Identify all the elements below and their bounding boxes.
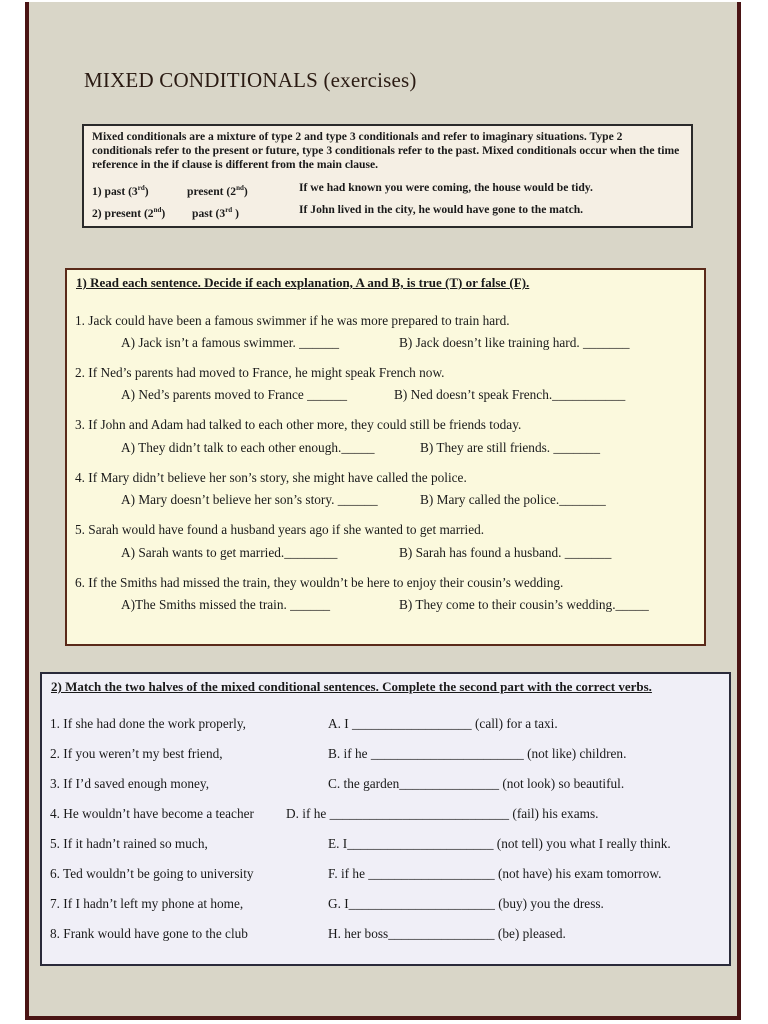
option-b: B) Jack doesn’t like training hard. _______ — [399, 335, 630, 350]
option-b: B) They come to their cousin’s wedding._____ — [399, 597, 649, 612]
left-half: 1. If she had done the work properly, — [50, 716, 246, 731]
question-sentence: 5. Sarah would have found a husband years ago if she wanted to get married. — [75, 522, 485, 537]
option-a: A)The Smiths missed the train. ______ — [121, 597, 331, 612]
example-sentence: If John lived in the city, he would have gone to the match. — [299, 203, 584, 216]
exercise-1-heading: 1) Read each sentence. Decide if each explanation, A and B, is true (T) or false (F). — [76, 275, 530, 290]
option-a: A) Jack isn’t a famous swimmer. ______ — [121, 335, 340, 350]
question-sentence: 4. If Mary didn’t believe her son’s story, she might have called the police. — [75, 470, 467, 485]
option-a: A) Mary doesn’t believe her son’s story. ______ — [121, 492, 378, 507]
right-half: D. if he ___________________________ (fail) his exams. — [286, 806, 599, 821]
left-half: 5. If it hadn’t rained so much, — [50, 836, 208, 851]
example-sentence: If we had known you were coming, the house would be tidy. — [299, 181, 593, 194]
exercise-2-heading: 2) Match the two halves of the mixed conditional sentences. Complete the second part with the correct verbs. — [51, 679, 652, 694]
intro-text: Mixed conditionals are a mixture of type 2 and type 3 conditionals and refer to imaginary situations. Type 2 conditionals refer to the present or future, type 3 conditionals refer to the past. Mixed conditionals occur when the time reference in the if clause is different from the main clause. — [92, 130, 680, 172]
left-half: 3. If I’d saved enough money, — [50, 776, 210, 791]
left-half: 6. Ted wouldn’t be going to university — [50, 866, 254, 881]
left-half: 7. If I hadn’t left my phone at home, — [50, 896, 244, 911]
right-half: E. I______________________ (not tell) you what I really think. — [328, 836, 671, 851]
right-half: B. if he _______________________ (not like) children. — [328, 746, 627, 761]
option-b: B) Ned doesn’t speak French.___________ — [394, 387, 626, 402]
option-b: B) Mary called the police._______ — [420, 492, 606, 507]
type-b-label: past (3rd ) — [192, 206, 239, 220]
intro-example-row-1 — [92, 181, 682, 197]
question-sentence: 2. If Ned’s parents had moved to France, he might speak French now. — [75, 365, 445, 380]
left-half: 2. If you weren’t my best friend, — [50, 746, 223, 761]
option-a: A) Sarah wants to get married.________ — [121, 545, 338, 560]
option-b: B) They are still friends. _______ — [420, 440, 600, 455]
right-half: F. if he ___________________ (not have) his exam tomorrow. — [328, 866, 662, 881]
exercise-2-box — [40, 672, 731, 966]
intro-box — [82, 124, 693, 228]
question-sentence: 1. Jack could have been a famous swimmer if he was more prepared to train hard. — [75, 313, 510, 328]
intro-example-row-2 — [92, 203, 682, 219]
option-a: A) Ned’s parents moved to France ______ — [121, 387, 347, 402]
question-sentence: 3. If John and Adam had talked to each other more, they could still be friends today. — [75, 417, 522, 432]
right-half: H. her boss________________ (be) pleased. — [328, 926, 566, 941]
page-title: MIXED CONDITIONALS (exercises) — [84, 68, 417, 92]
left-half: 4. He wouldn’t have become a teacher — [50, 806, 254, 821]
type-a-label: 1) past (3rd) — [92, 184, 149, 198]
right-half: C. the garden_______________ (not look) so beautiful. — [328, 776, 625, 791]
right-half: A. I __________________ (call) for a taxi. — [328, 716, 558, 731]
exercise-1-box — [65, 268, 706, 646]
right-half: G. I______________________ (buy) you the dress. — [328, 896, 604, 911]
question-sentence: 6. If the Smiths had missed the train, they wouldn’t be here to enjoy their cousin’s wedding. — [75, 575, 564, 590]
option-b: B) Sarah has found a husband. _______ — [399, 545, 612, 560]
left-half: 8. Frank would have gone to the club — [50, 926, 248, 941]
type-b-label: present (2nd) — [187, 184, 248, 198]
type-a-label: 2) present (2nd) — [92, 206, 166, 220]
option-a: A) They didn’t talk to each other enough._____ — [121, 440, 375, 455]
